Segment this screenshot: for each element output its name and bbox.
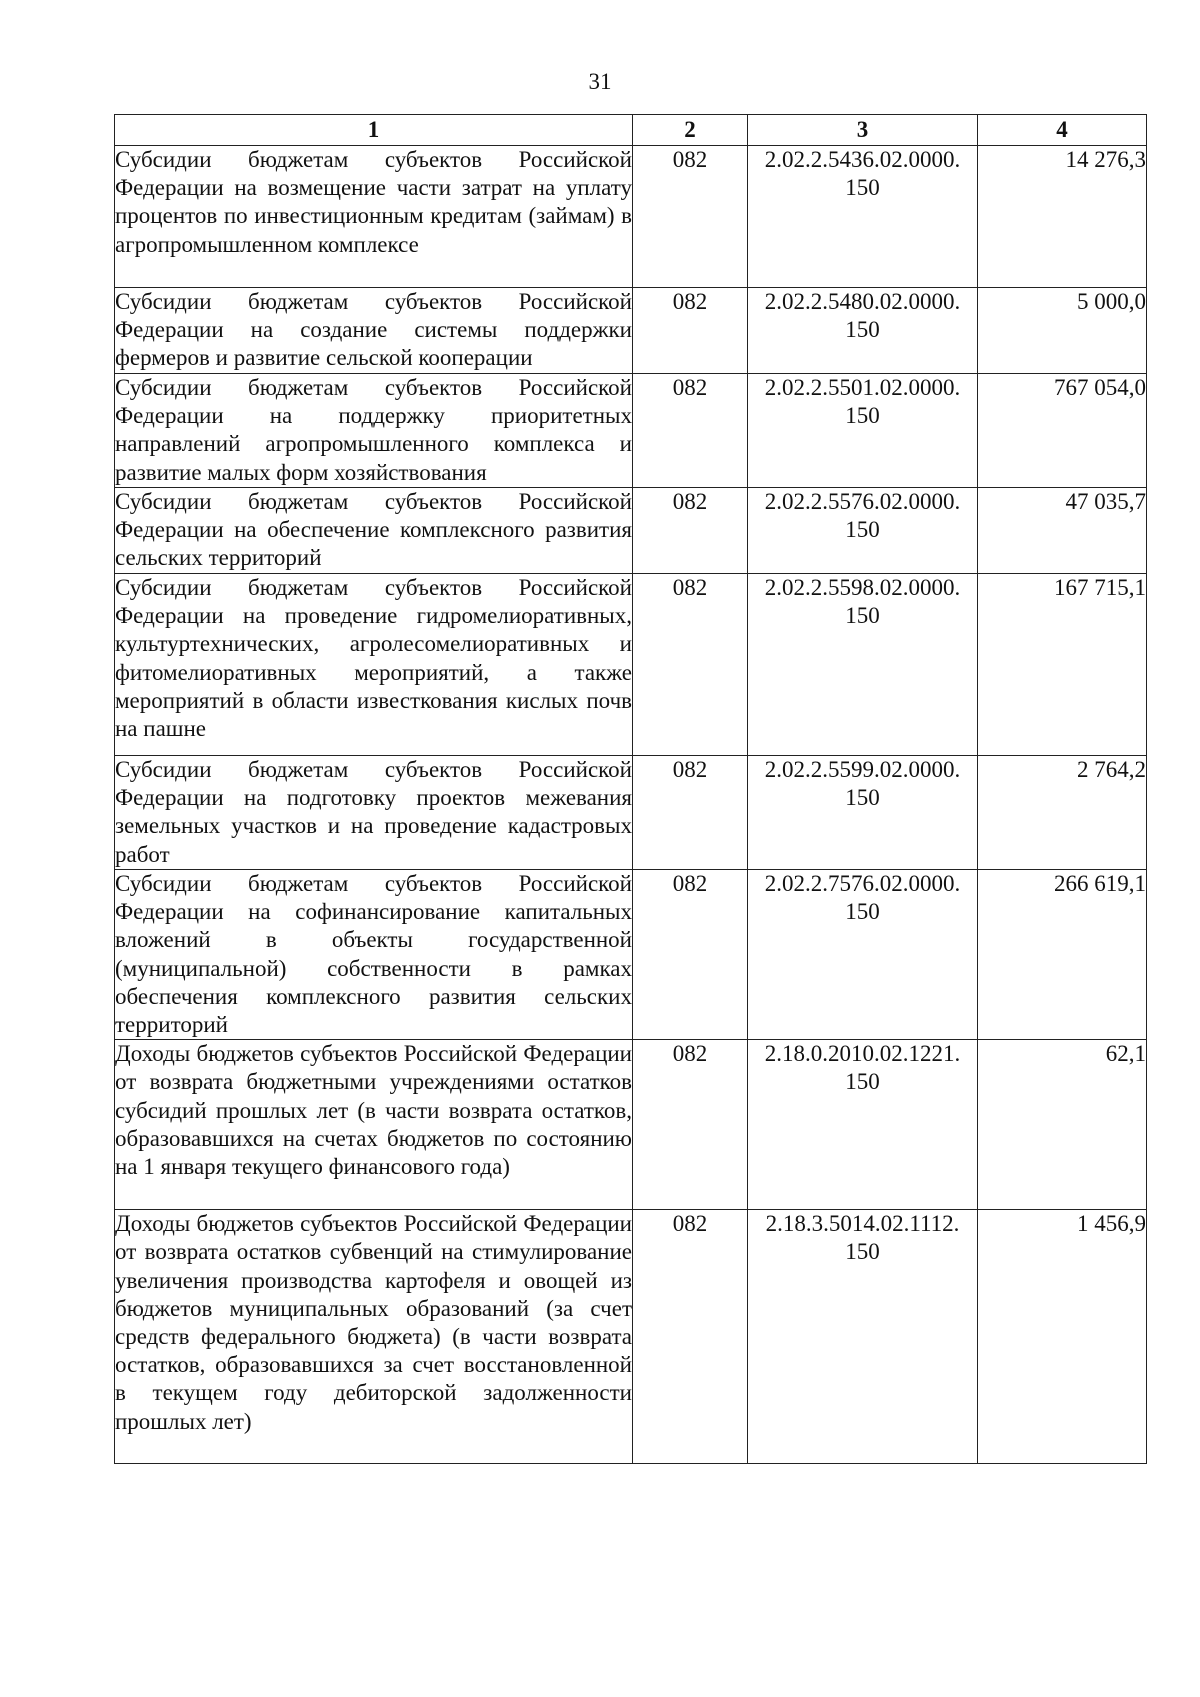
row-amount: 1 456,9 bbox=[978, 1210, 1147, 1464]
row-description: Субсидии бюджетам субъектов Российской Федерации на создание системы поддержки фермеров и развитие сельской кооперации bbox=[115, 288, 633, 374]
row-admin-code: 082 bbox=[633, 374, 748, 488]
row-amount: 62,1 bbox=[978, 1040, 1147, 1210]
budget-code-line-1: 2.02.2.5480.02.0000. bbox=[764, 289, 961, 314]
table-row bbox=[115, 288, 1147, 374]
row-admin-code: 082 bbox=[633, 488, 748, 574]
budget-code-line-2: 150 bbox=[845, 603, 880, 629]
budget-code-line-1: 2.02.2.7576.02.0000. bbox=[764, 871, 961, 896]
budget-code-line-2: 150 bbox=[845, 1069, 880, 1095]
row-amount: 767 054,0 bbox=[978, 374, 1147, 488]
row-admin-code: 082 bbox=[633, 870, 748, 1040]
budget-code-line-1: 2.02.2.5598.02.0000. bbox=[764, 575, 961, 600]
budget-revenue-table bbox=[114, 114, 1147, 1464]
row-amount: 167 715,1 bbox=[978, 574, 1147, 756]
budget-code-line-2: 150 bbox=[845, 1239, 880, 1265]
row-description: Субсидии бюджетам субъектов Российской Федерации на подготовку проектов межевания земельных участков и на проведение кадастровых работ bbox=[115, 756, 633, 870]
budget-code-line-1: 2.18.0.2010.02.1221. bbox=[764, 1041, 961, 1067]
budget-code-line-1: 2.02.2.5501.02.0000. bbox=[764, 375, 961, 400]
budget-code-line-2: 150 bbox=[845, 403, 880, 429]
row-amount: 5 000,0 bbox=[978, 288, 1147, 374]
budget-code-line-1: 2.02.2.5576.02.0000. bbox=[764, 489, 961, 514]
budget-code-line-2: 150 bbox=[845, 517, 880, 543]
page-number: 31 bbox=[588, 69, 612, 94]
row-budget-code bbox=[748, 574, 978, 756]
column-header-3: 3 bbox=[748, 115, 978, 146]
row-admin-code: 082 bbox=[633, 1040, 748, 1210]
row-budget-code bbox=[748, 870, 978, 1040]
table-row bbox=[115, 146, 1147, 288]
row-budget-code bbox=[748, 756, 978, 870]
budget-code-line-1: 2.02.2.5436.02.0000. bbox=[764, 147, 961, 172]
row-budget-code bbox=[748, 288, 978, 374]
budget-code-line-1: 2.02.2.5599.02.0000. bbox=[764, 757, 961, 782]
budget-code-line-2: 150 bbox=[845, 785, 880, 811]
row-description: Доходы бюджетов субъектов Российской Федерации от возврата остатков субвенций на стимулирование увеличения производства картофеля и овощей из бюджетов муниципальных образований (за счет средств федерального бюджета) (в части возврата остатков, образовавшихся за счет восстановленной в текущем году дебиторской задолженности прошлых лет) bbox=[115, 1210, 633, 1464]
column-header-1: 1 bbox=[115, 115, 633, 146]
row-amount: 2 764,2 bbox=[978, 756, 1147, 870]
table-row bbox=[115, 1210, 1147, 1464]
table-header-row bbox=[115, 115, 1147, 146]
row-amount: 14 276,3 bbox=[978, 146, 1147, 288]
table-row bbox=[115, 574, 1147, 756]
table-row bbox=[115, 756, 1147, 870]
budget-code-line-1: 2.18.3.5014.02.1112. bbox=[765, 1211, 960, 1237]
column-header-4: 4 bbox=[978, 115, 1147, 146]
row-amount: 47 035,7 bbox=[978, 488, 1147, 574]
budget-code-line-2: 150 bbox=[845, 899, 880, 925]
row-description: Субсидии бюджетам субъектов Российской Федерации на возмещение части затрат на уплату процентов по инвестиционным кредитам (займам) в агропромышленном комплексе bbox=[115, 146, 633, 288]
budget-code-line-2: 150 bbox=[845, 317, 880, 343]
row-description: Субсидии бюджетам субъектов Российской Федерации на софинансирование капитальных вложений в объекты государственной (муниципальной) собственности в рамках обеспечения комплексного развития сельских территорий bbox=[115, 870, 633, 1040]
row-description: Субсидии бюджетам субъектов Российской Федерации на обеспечение комплексного развития сельских территорий bbox=[115, 488, 633, 574]
row-admin-code: 082 bbox=[633, 146, 748, 288]
row-amount: 266 619,1 bbox=[978, 870, 1147, 1040]
table-row bbox=[115, 870, 1147, 1040]
table-row bbox=[115, 1040, 1147, 1210]
row-budget-code bbox=[748, 374, 978, 488]
row-description: Доходы бюджетов субъектов Российской Федерации от возврата бюджетными учреждениями остатков субсидий прошлых лет (в части возврата остатков, образовавшихся на счетах бюджетов по состоянию на 1 января текущего финансового года) bbox=[115, 1040, 633, 1210]
column-header-2: 2 bbox=[633, 115, 748, 146]
row-admin-code: 082 bbox=[633, 288, 748, 374]
budget-code-line-2: 150 bbox=[845, 175, 880, 201]
row-description: Субсидии бюджетам субъектов Российской Федерации на проведение гидромелиоративных, культуртехнических, агролесомелиоративных и фитомелиоративных мероприятий, а также мероприятий в области известкования кислых почв на пашне bbox=[115, 574, 633, 756]
row-description: Субсидии бюджетам субъектов Российской Федерации на поддержку приоритетных направлений агропромышленного комплекса и развитие малых форм хозяйствования bbox=[115, 374, 633, 488]
row-budget-code bbox=[748, 488, 978, 574]
row-budget-code bbox=[748, 146, 978, 288]
table-row bbox=[115, 488, 1147, 574]
row-admin-code: 082 bbox=[633, 574, 748, 756]
row-budget-code bbox=[748, 1040, 978, 1210]
table-row bbox=[115, 374, 1147, 488]
row-admin-code: 082 bbox=[633, 1210, 748, 1464]
row-admin-code: 082 bbox=[633, 756, 748, 870]
row-budget-code bbox=[748, 1210, 978, 1464]
